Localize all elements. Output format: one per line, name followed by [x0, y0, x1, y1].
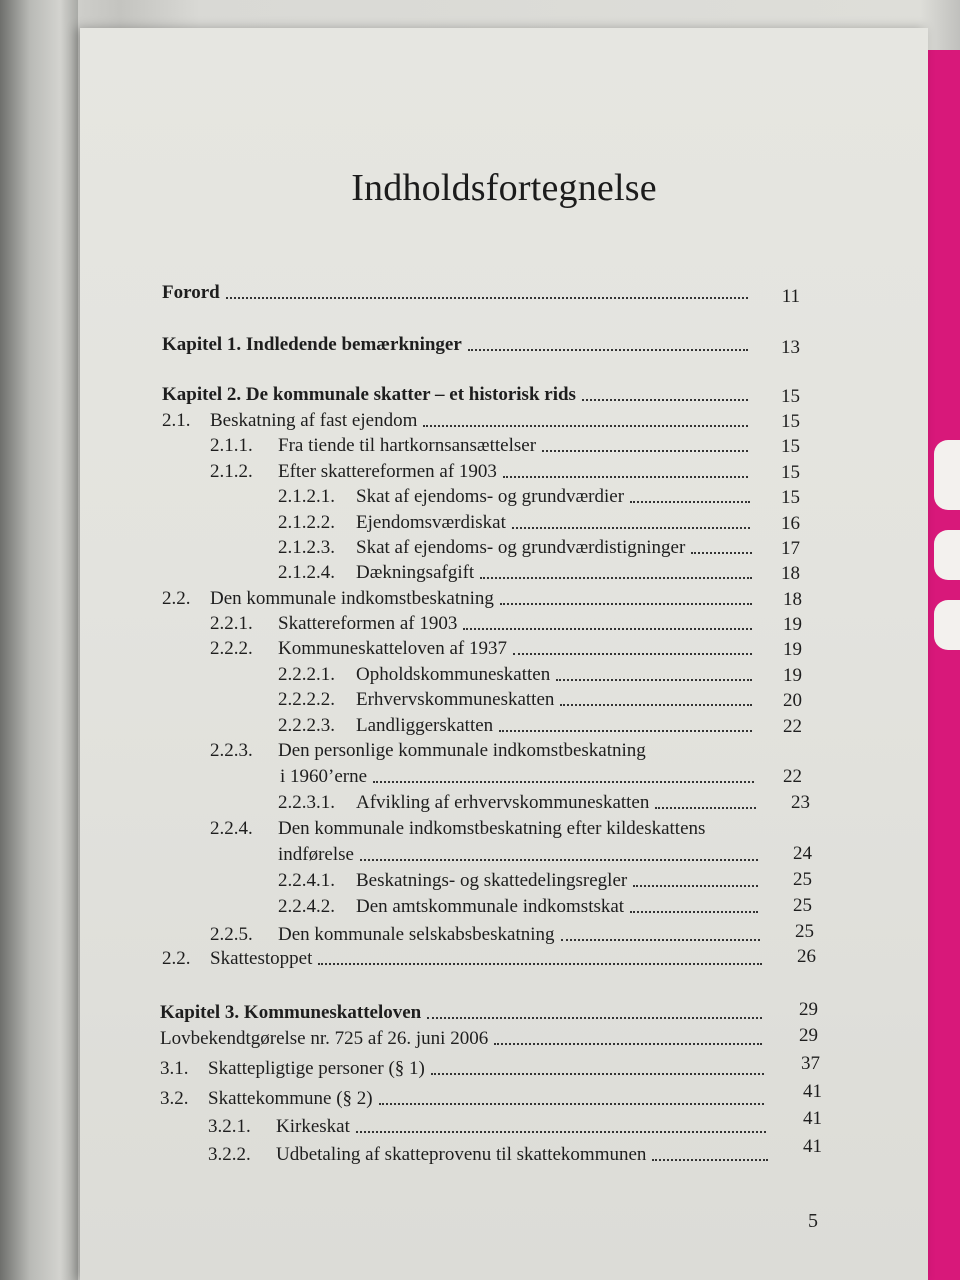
toc-entry-text: Lovbekendtgørelse nr. 725 af 26. juni 2006 — [160, 1028, 489, 1049]
toc-entry-text: Skat af ejendoms- og grundværdier — [356, 486, 625, 507]
toc-entry-text: Ejendomsværdiskat — [356, 512, 506, 533]
page-title: Indholdsfortegnelse — [351, 167, 657, 209]
toc-entry-text: Skattekommune (§ 2) — [208, 1088, 373, 1109]
toc-entry-page: 29 — [799, 999, 818, 1020]
toc-entry-number: 2.1.2.1. — [278, 486, 335, 507]
toc-entry-number: 2.2.4.2. — [278, 896, 335, 917]
toc-entry-text: Dækningsafgift — [356, 562, 475, 583]
book-page — [80, 28, 928, 1280]
toc-entry — [210, 435, 754, 457]
toc-entry-page: 22 — [783, 716, 802, 737]
toc-entry-kapitel-2 — [162, 384, 754, 406]
toc-entry — [278, 896, 764, 918]
toc-entry-text: Kapitel 1. Indledende bemærkninger — [162, 334, 462, 355]
toc-entry-number: 2.2.2. — [210, 638, 253, 659]
toc-entry — [210, 461, 754, 483]
toc-entry-number: 2.2.3.1. — [278, 792, 335, 813]
toc-entry-text: Skattestoppet — [210, 948, 313, 969]
toc-entry-page: 15 — [781, 487, 800, 508]
toc-entry-text: Afvikling af erhvervskommuneskatten — [356, 792, 650, 813]
toc-entry — [208, 1144, 774, 1166]
toc-entry-number: 2.2.3. — [210, 740, 253, 761]
toc-entry — [160, 1028, 768, 1050]
toc-entry-page: 16 — [781, 513, 800, 534]
toc-entry-text: Skattepligtige personer (§ 1) — [208, 1058, 425, 1079]
toc-entry-number: 2.1.1. — [210, 435, 253, 456]
toc-entry-text: Landliggerskatten — [356, 715, 494, 736]
toc-entry-text: Beskatning af fast ejendom — [210, 410, 418, 431]
toc-entry — [278, 537, 758, 559]
toc-entry-text: Den kommunale indkomstbeskatning — [210, 588, 494, 609]
toc-entry — [278, 562, 758, 584]
toc-entry-number: 2.2.1. — [210, 613, 253, 634]
toc-entry-number: 3.2. — [160, 1088, 189, 1109]
toc-entry-page: 41 — [803, 1081, 822, 1102]
toc-entry-number: 2.1.2.2. — [278, 512, 335, 533]
toc-entry-number: 2.2. — [162, 588, 191, 609]
toc-entry-page: 41 — [803, 1108, 822, 1129]
toc-entry — [210, 740, 646, 762]
toc-entry-text: Opholdskommuneskatten — [356, 664, 551, 685]
toc-entry-page: 15 — [781, 386, 800, 407]
toc-entry-text: Den personlige kommunale indkomstbeskatning — [278, 740, 646, 761]
toc-entry-page: 18 — [783, 589, 802, 610]
toc-entry — [210, 638, 758, 660]
toc-entry-text: Beskatnings- og skattedelingsregler — [356, 870, 628, 891]
toc-entry — [160, 1088, 770, 1110]
toc-entry-number: 3.2.2. — [208, 1144, 251, 1165]
toc-entry-number: 2.1.2.4. — [278, 562, 335, 583]
toc-entry-kapitel-3 — [160, 1002, 768, 1024]
toc-entry-number: 2.1.2. — [210, 461, 253, 482]
toc-entry-page: 25 — [793, 869, 812, 890]
toc-entry — [210, 818, 705, 840]
toc-entry-number: 3.1. — [160, 1058, 189, 1079]
toc-entry-page: 25 — [795, 921, 814, 942]
toc-entry-page: 15 — [781, 462, 800, 483]
toc-entry-page: 24 — [793, 843, 812, 864]
toc-entry-page: 29 — [799, 1025, 818, 1046]
toc-entry-text: Den kommunale selskabsbeskatning — [278, 924, 555, 945]
toc-entry — [278, 512, 756, 534]
toc-entry — [278, 792, 762, 814]
toc-entry-page: 19 — [783, 665, 802, 686]
toc-entry — [162, 410, 754, 432]
toc-entry-page: 37 — [801, 1053, 820, 1074]
toc-entry-number: 2.2.4.1. — [278, 870, 335, 891]
toc-entry-kapitel-1 — [162, 334, 754, 356]
page-number: 5 — [808, 1210, 818, 1232]
toc-entry-text: Erhvervskommuneskatten — [356, 689, 555, 710]
toc-entry-number: 2.1. — [162, 410, 191, 431]
toc-entry-page: 20 — [783, 690, 802, 711]
toc-entry — [162, 588, 758, 610]
toc-entry-continuation — [278, 844, 764, 866]
toc-entry-page: 11 — [781, 286, 800, 307]
toc-entry-page: 41 — [803, 1136, 822, 1157]
toc-entry-text: Kommuneskatteloven af 1937 — [278, 638, 508, 659]
toc-entry-text: Kapitel 2. De kommunale skatter – et historisk rids — [162, 384, 576, 405]
toc-entry-number: 2.2.2.1. — [278, 664, 335, 685]
toc-entry — [278, 664, 758, 686]
toc-entry-text: Den kommunale indkomstbeskatning efter kildeskattens — [278, 818, 706, 839]
toc-entry-number: 2.2.4. — [210, 818, 253, 839]
toc-entry-text: Skattereformen af 1903 — [278, 613, 458, 634]
toc-entry — [162, 948, 768, 970]
toc-entry-page: 23 — [791, 792, 810, 813]
toc-entry-text: Udbetaling af skatteprovenu til skattekommunen — [276, 1144, 647, 1165]
toc-entry-text: Fra tiende til hartkornsansættelser — [278, 435, 537, 456]
toc-entry-number: 2.2.2.3. — [278, 715, 335, 736]
toc-entry-text: Skat af ejendoms- og grundværdistigninger — [356, 537, 686, 558]
toc-entry-text: Kapitel 3. Kommuneskatteloven — [160, 1002, 422, 1023]
toc-entry-text: Efter skattereformen af 1903 — [278, 461, 497, 482]
toc-entry — [278, 689, 758, 711]
toc-entry-text-continuation: i 1960’erne — [280, 766, 368, 787]
toc-entry-text-continuation: indførelse — [278, 844, 354, 865]
toc-entry-continuation — [280, 766, 760, 788]
toc-entry — [278, 486, 756, 508]
toc-entry-number: 2.2. — [162, 948, 191, 969]
toc-entry-text: Forord — [162, 282, 220, 303]
toc-entry-page: 13 — [781, 337, 800, 358]
toc-entry-number: 3.2.1. — [208, 1116, 251, 1137]
toc-entry-page: 26 — [797, 946, 816, 967]
toc-entry — [278, 870, 764, 892]
toc-entry-page: 15 — [781, 436, 800, 457]
pink-cover — [924, 50, 960, 1280]
toc-entry-forord — [162, 282, 754, 304]
toc-entry-text: Den amtskommunale indkomstskat — [356, 896, 625, 917]
toc-entry-text: Kirkeskat — [276, 1116, 350, 1137]
toc-entry-page: 15 — [781, 411, 800, 432]
left-page-edge — [0, 0, 78, 1280]
toc-entry — [278, 715, 758, 737]
toc-entry — [210, 924, 766, 946]
toc-entry — [160, 1058, 770, 1080]
toc-entry — [208, 1116, 772, 1138]
toc-entry-page: 25 — [793, 895, 812, 916]
toc-entry-page: 22 — [783, 766, 802, 787]
toc-entry-number: 2.1.2.3. — [278, 537, 335, 558]
toc-entry-page: 17 — [781, 538, 800, 559]
toc-entry-page: 19 — [783, 614, 802, 635]
toc-entry-page: 19 — [783, 639, 802, 660]
toc-entry-number: 2.2.5. — [210, 924, 253, 945]
toc-entry-page: 18 — [781, 563, 800, 584]
toc-entry — [210, 613, 758, 635]
toc-entry-number: 2.2.2.2. — [278, 689, 335, 710]
